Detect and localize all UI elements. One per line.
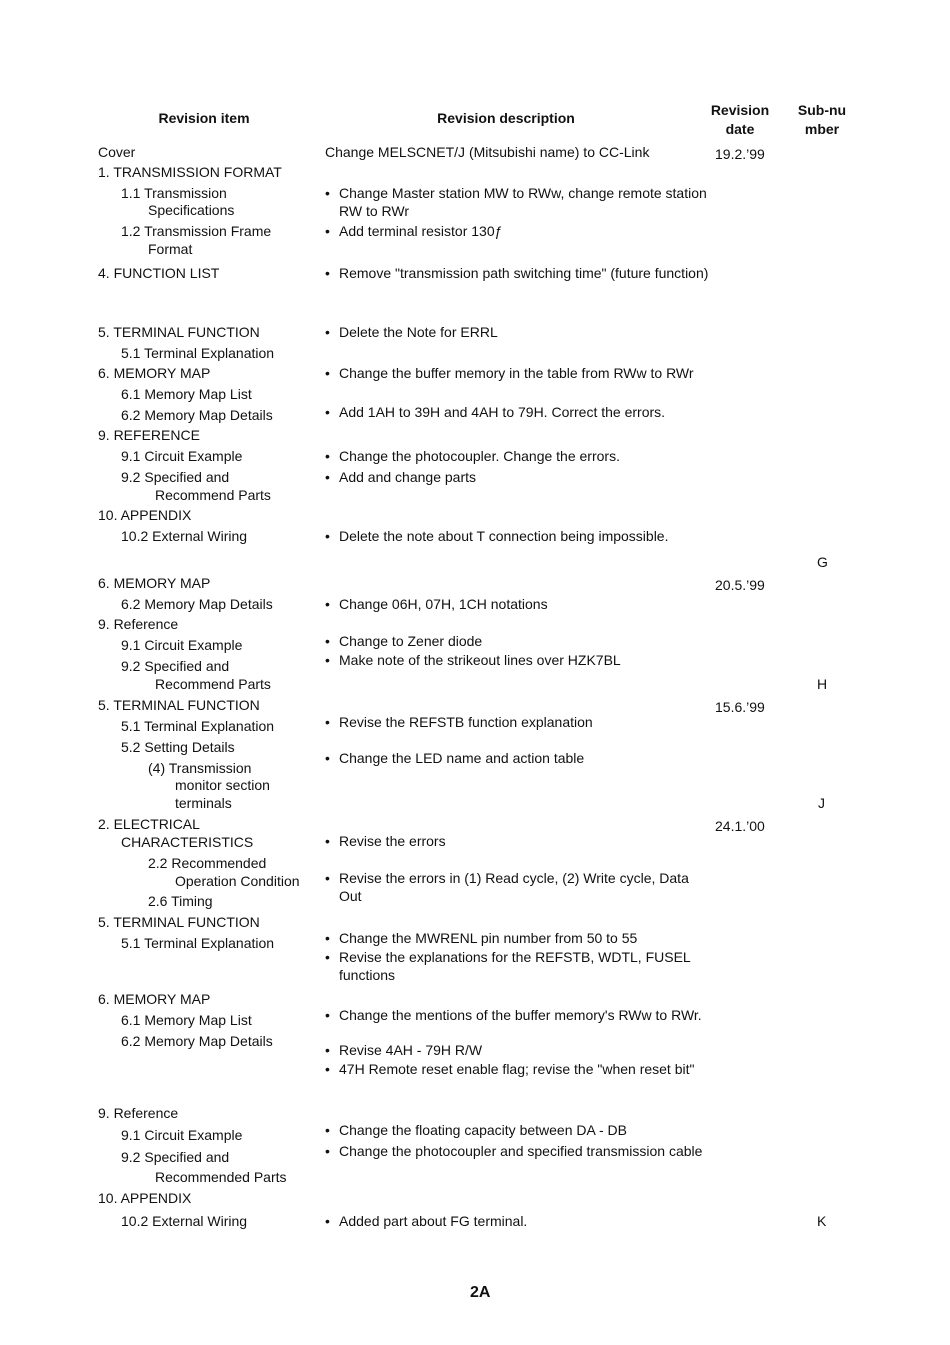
revision-item: 1. TRANSMISSION FORMAT xyxy=(98,164,282,180)
revision-description-bullet: • Revise the errors in (1) Read cycle, (2) Write cycle, Data Out xyxy=(325,870,709,905)
revision-date: 19.2.’99 xyxy=(715,146,765,162)
revision-description-bullet: • Add terminal resistor 130ƒ xyxy=(325,223,709,241)
revision-item: 6.2 Memory Map Details xyxy=(121,407,273,423)
sub-number: H xyxy=(817,676,828,692)
revision-item: 10. APPENDIX xyxy=(98,1190,192,1206)
revision-description-bullet: • Change the photocoupler. Change the errors. xyxy=(325,448,709,466)
revision-item: 5.1 Terminal Explanation xyxy=(121,345,275,361)
revision-item: 9.2 Specified and xyxy=(121,658,230,674)
revision-description-bullet: • Revise the explanations for the REFSTB, WDTL, FUSEL functions xyxy=(325,949,709,984)
revision-description-bullet: • Change the buffer memory in the table from RWw to RWr xyxy=(325,365,709,383)
revision-item: 10.2 External Wiring xyxy=(121,1213,248,1229)
header-subnumber-line2: mber xyxy=(804,121,840,137)
sub-number: K xyxy=(817,1213,827,1229)
revision-description-bullet: • 47H Remote reset enable flag; revise the "when reset bit" xyxy=(325,1061,709,1079)
revision-item: CHARACTERISTICS xyxy=(121,834,254,850)
revision-item: 6.2 Memory Map Details xyxy=(121,1033,273,1049)
revision-item: terminals xyxy=(175,795,232,811)
revision-item: 6. MEMORY MAP xyxy=(98,575,211,591)
revision-date: 20.5.’99 xyxy=(715,577,765,593)
revision-item: 9.2 Specified and xyxy=(121,469,230,485)
header-revision-item: Revision item xyxy=(158,110,250,126)
revision-item: 9.1 Circuit Example xyxy=(121,637,243,653)
revision-description-bullet: • Change the MWRENL pin number from 50 to 55 xyxy=(325,930,709,948)
revision-item: 5. TERMINAL FUNCTION xyxy=(98,697,260,713)
revision-description-bullet: • Change Master station MW to RWw, change remote station RW to RWr xyxy=(325,185,709,220)
revision-description-bullet: • Delete the note about T connection being impossible. xyxy=(325,528,711,546)
revision-item: 9.1 Circuit Example xyxy=(121,1127,243,1143)
revision-item: 2.2 Recommended xyxy=(148,855,267,871)
revision-item: Cover xyxy=(98,144,136,160)
revision-item: 10.2 External Wiring xyxy=(121,528,248,544)
revision-description-bullet: • Change the LED name and action table xyxy=(325,750,709,768)
revision-item: 9. REFERENCE xyxy=(98,427,200,443)
revision-item: monitor section xyxy=(175,777,270,793)
revision-item: 6.1 Memory Map List xyxy=(121,386,252,402)
revision-item: 9. Reference xyxy=(98,616,179,632)
revision-item: Format xyxy=(148,241,193,257)
revision-item: 5.2 Setting Details xyxy=(121,739,235,755)
revision-item: 6.2 Memory Map Details xyxy=(121,596,273,612)
revision-description: Change MELSCNET/J (Mitsubishi name) to CC-Link xyxy=(325,144,650,160)
revision-item: Recommend Parts xyxy=(155,676,271,692)
header-subnumber-line1: Sub-nu xyxy=(797,102,847,118)
revision-item: 5.1 Terminal Explanation xyxy=(121,935,275,951)
revision-item: Specifications xyxy=(148,202,235,218)
revision-date: 24.1.’00 xyxy=(715,818,765,834)
header-revision-description: Revision description xyxy=(437,110,575,126)
revision-item: 2.6 Timing xyxy=(148,893,213,909)
revision-description-bullet: • Added part about FG terminal. xyxy=(325,1213,709,1231)
revision-item: (4) Transmission xyxy=(148,760,252,776)
revision-description-bullet: • Add and change parts xyxy=(325,469,709,487)
header-revision-date-line2: date xyxy=(725,121,755,137)
revision-item: 5.1 Terminal Explanation xyxy=(121,718,275,734)
revision-description-bullet: • Delete the Note for ERRL xyxy=(325,324,709,342)
revision-item: 6. MEMORY MAP xyxy=(98,365,211,381)
revision-date: 15.6.’99 xyxy=(715,699,765,715)
revision-item: 4. FUNCTION LIST xyxy=(98,265,220,281)
revision-description-bullet: • Make note of the strikeout lines over HZK7BL xyxy=(325,652,709,670)
revision-description-bullet: • Change 06H, 07H, 1CH notations xyxy=(325,596,709,614)
revision-item: Recommend Parts xyxy=(155,487,271,503)
revision-item: 10. APPENDIX xyxy=(98,507,192,523)
revision-description-bullet: • Change the photocoupler and specified transmission cable xyxy=(325,1143,709,1161)
revision-item: 1.1 Transmission xyxy=(121,185,227,201)
revision-item: 6. MEMORY MAP xyxy=(98,991,211,1007)
revision-description-bullet: • Add 1AH to 39H and 4AH to 79H. Correct the errors. xyxy=(325,404,709,422)
revision-item: 9.2 Specified and xyxy=(121,1149,230,1165)
revision-description-bullet: • Revise the errors xyxy=(325,833,709,851)
revision-description-bullet: • Change the floating capacity between DA - DB xyxy=(325,1122,709,1140)
revision-item: 5. TERMINAL FUNCTION xyxy=(98,914,260,930)
revision-description-bullet: • Revise the REFSTB function explanation xyxy=(325,714,709,732)
revision-item: 1.2 Transmission Frame xyxy=(121,223,272,239)
page-number: 2A xyxy=(470,1284,491,1301)
revision-item: 5. TERMINAL FUNCTION xyxy=(98,324,260,340)
revision-item: Operation Condition xyxy=(175,873,300,889)
revision-item: 9. Reference xyxy=(98,1105,179,1121)
sub-number: J xyxy=(818,795,825,811)
revision-description-bullet: • Change the mentions of the buffer memory's RWw to RWr. xyxy=(325,1007,709,1025)
revision-item: 6.1 Memory Map List xyxy=(121,1012,252,1028)
header-revision-date-line1: Revision xyxy=(710,102,770,118)
revision-item: Recommended Parts xyxy=(155,1169,287,1185)
revision-item: 2. ELECTRICAL xyxy=(98,816,200,832)
revision-description-bullet: • Change to Zener diode xyxy=(325,633,709,651)
revision-description-bullet: • Revise 4AH - 79H R/W xyxy=(325,1042,709,1060)
revision-item: 9.1 Circuit Example xyxy=(121,448,243,464)
sub-number: G xyxy=(817,554,828,570)
revision-description-bullet: • Remove "transmission path switching time" (future function) xyxy=(325,265,709,283)
